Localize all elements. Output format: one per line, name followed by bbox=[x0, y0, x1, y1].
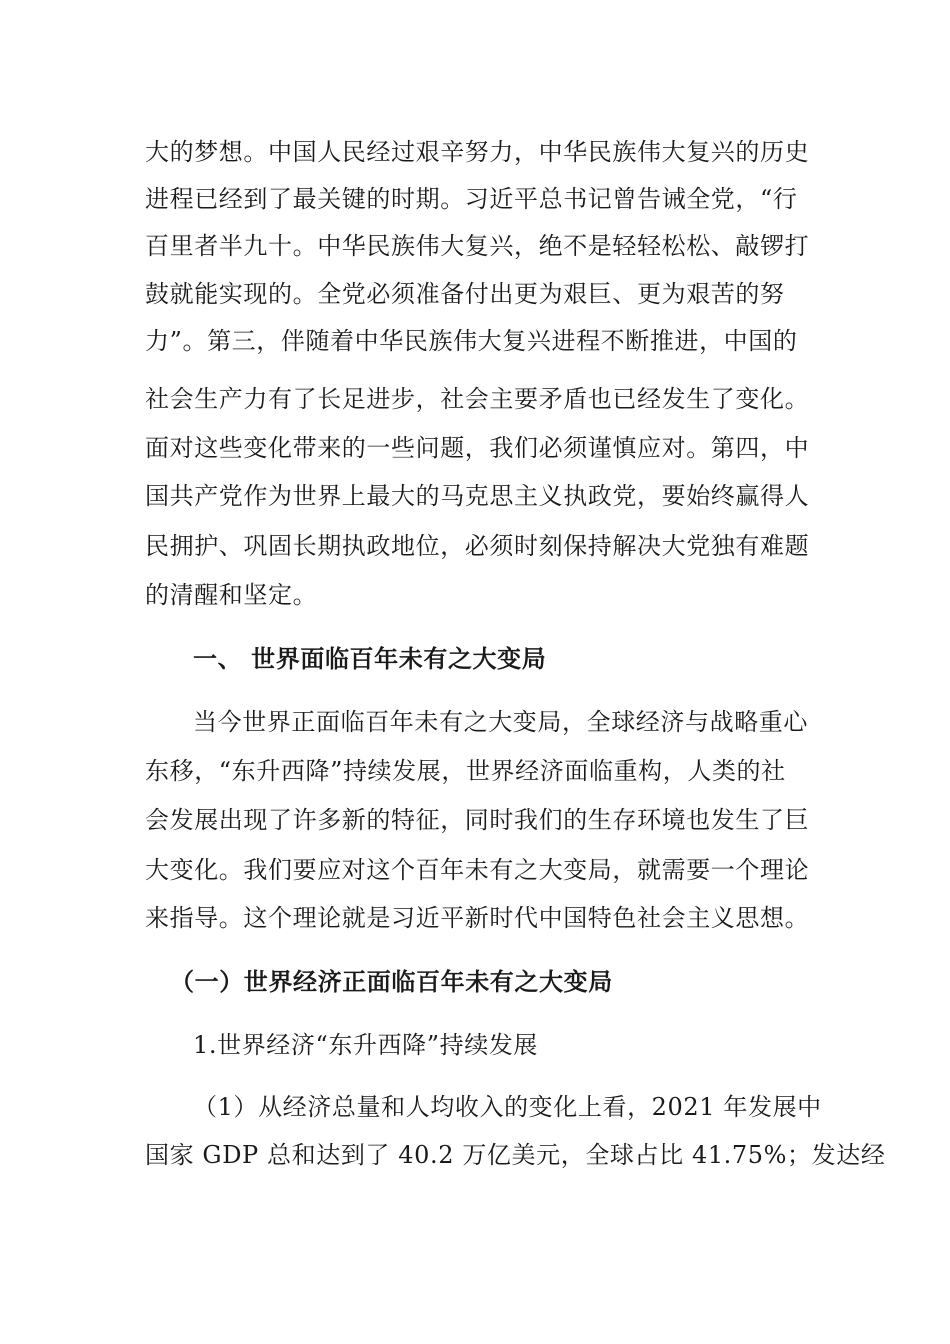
paragraph-1-line-3: 百里者半九十。中华民族伟大复兴，绝不是轻轻松松、敲锣打 bbox=[145, 232, 810, 260]
paragraph-2-line-3: 会发展出现了许多新的特征，同时我们的生存环境也发生了巨 bbox=[145, 806, 810, 834]
paragraph-1-line-6: 社会生产力有了长足进步，社会主要矛盾也已经发生了变化。 bbox=[145, 385, 810, 413]
paragraph-1-line-9: 民拥护、巩固长期执政地位，必须时刻保持解决大党独有难题 bbox=[145, 532, 810, 560]
paragraph-2-line-1: 当今世界正面临百年未有之大变局，全球经济与战略重心 bbox=[193, 708, 808, 736]
sub-subsection-heading: 1.世界经济“东升西降”持续发展 bbox=[193, 1031, 539, 1059]
subsection-heading: （一）世界经济正面临百年未有之大变局 bbox=[170, 967, 613, 996]
paragraph-2-line-4: 大变化。我们要应对这个百年未有之大变局，就需要一个理论 bbox=[145, 856, 810, 884]
paragraph-1-line-10: 的清醒和坚定。 bbox=[145, 581, 318, 609]
paragraph-3-line-1: （1）从经济总量和人均收入的变化上看，2021 年发展中 bbox=[193, 1093, 822, 1121]
paragraph-1-line-4: 鼓就能实现的。全党必须准备付出更为艰巨、更为艰苦的努 bbox=[145, 280, 785, 308]
paragraph-1-line-8: 国共产党作为世界上最大的马克思主义执政党，要始终赢得人 bbox=[145, 482, 810, 510]
paragraph-1-line-5: 力”。第三，伴随着中华民族伟大复兴进程不断推进，中国的 bbox=[145, 327, 798, 355]
paragraph-2-line-2: 东移，“东升西降”持续发展，世界经济面临重构，人类的社 bbox=[145, 757, 786, 785]
paragraph-2-line-5: 来指导。这个理论就是习近平新时代中国特色社会主义思想。 bbox=[145, 904, 810, 932]
paragraph-3-line-2: 国家 GDP 总和达到了 40.2 万亿美元，全球占比 41.75%；发达经 bbox=[145, 1141, 886, 1169]
paragraph-1-line-1: 大的梦想。中国人民经过艰辛努力，中华民族伟大复兴的历史 bbox=[145, 138, 810, 166]
paragraph-1-line-2: 进程已经到了最关键的时期。习近平总书记曾告诫全党，“行 bbox=[145, 185, 798, 213]
section-heading-1: 一、 世界面临百年未有之大变局 bbox=[193, 644, 547, 673]
paragraph-1-line-7: 面对这些变化带来的一些问题，我们必须谨慎应对。第四，中 bbox=[145, 434, 810, 462]
